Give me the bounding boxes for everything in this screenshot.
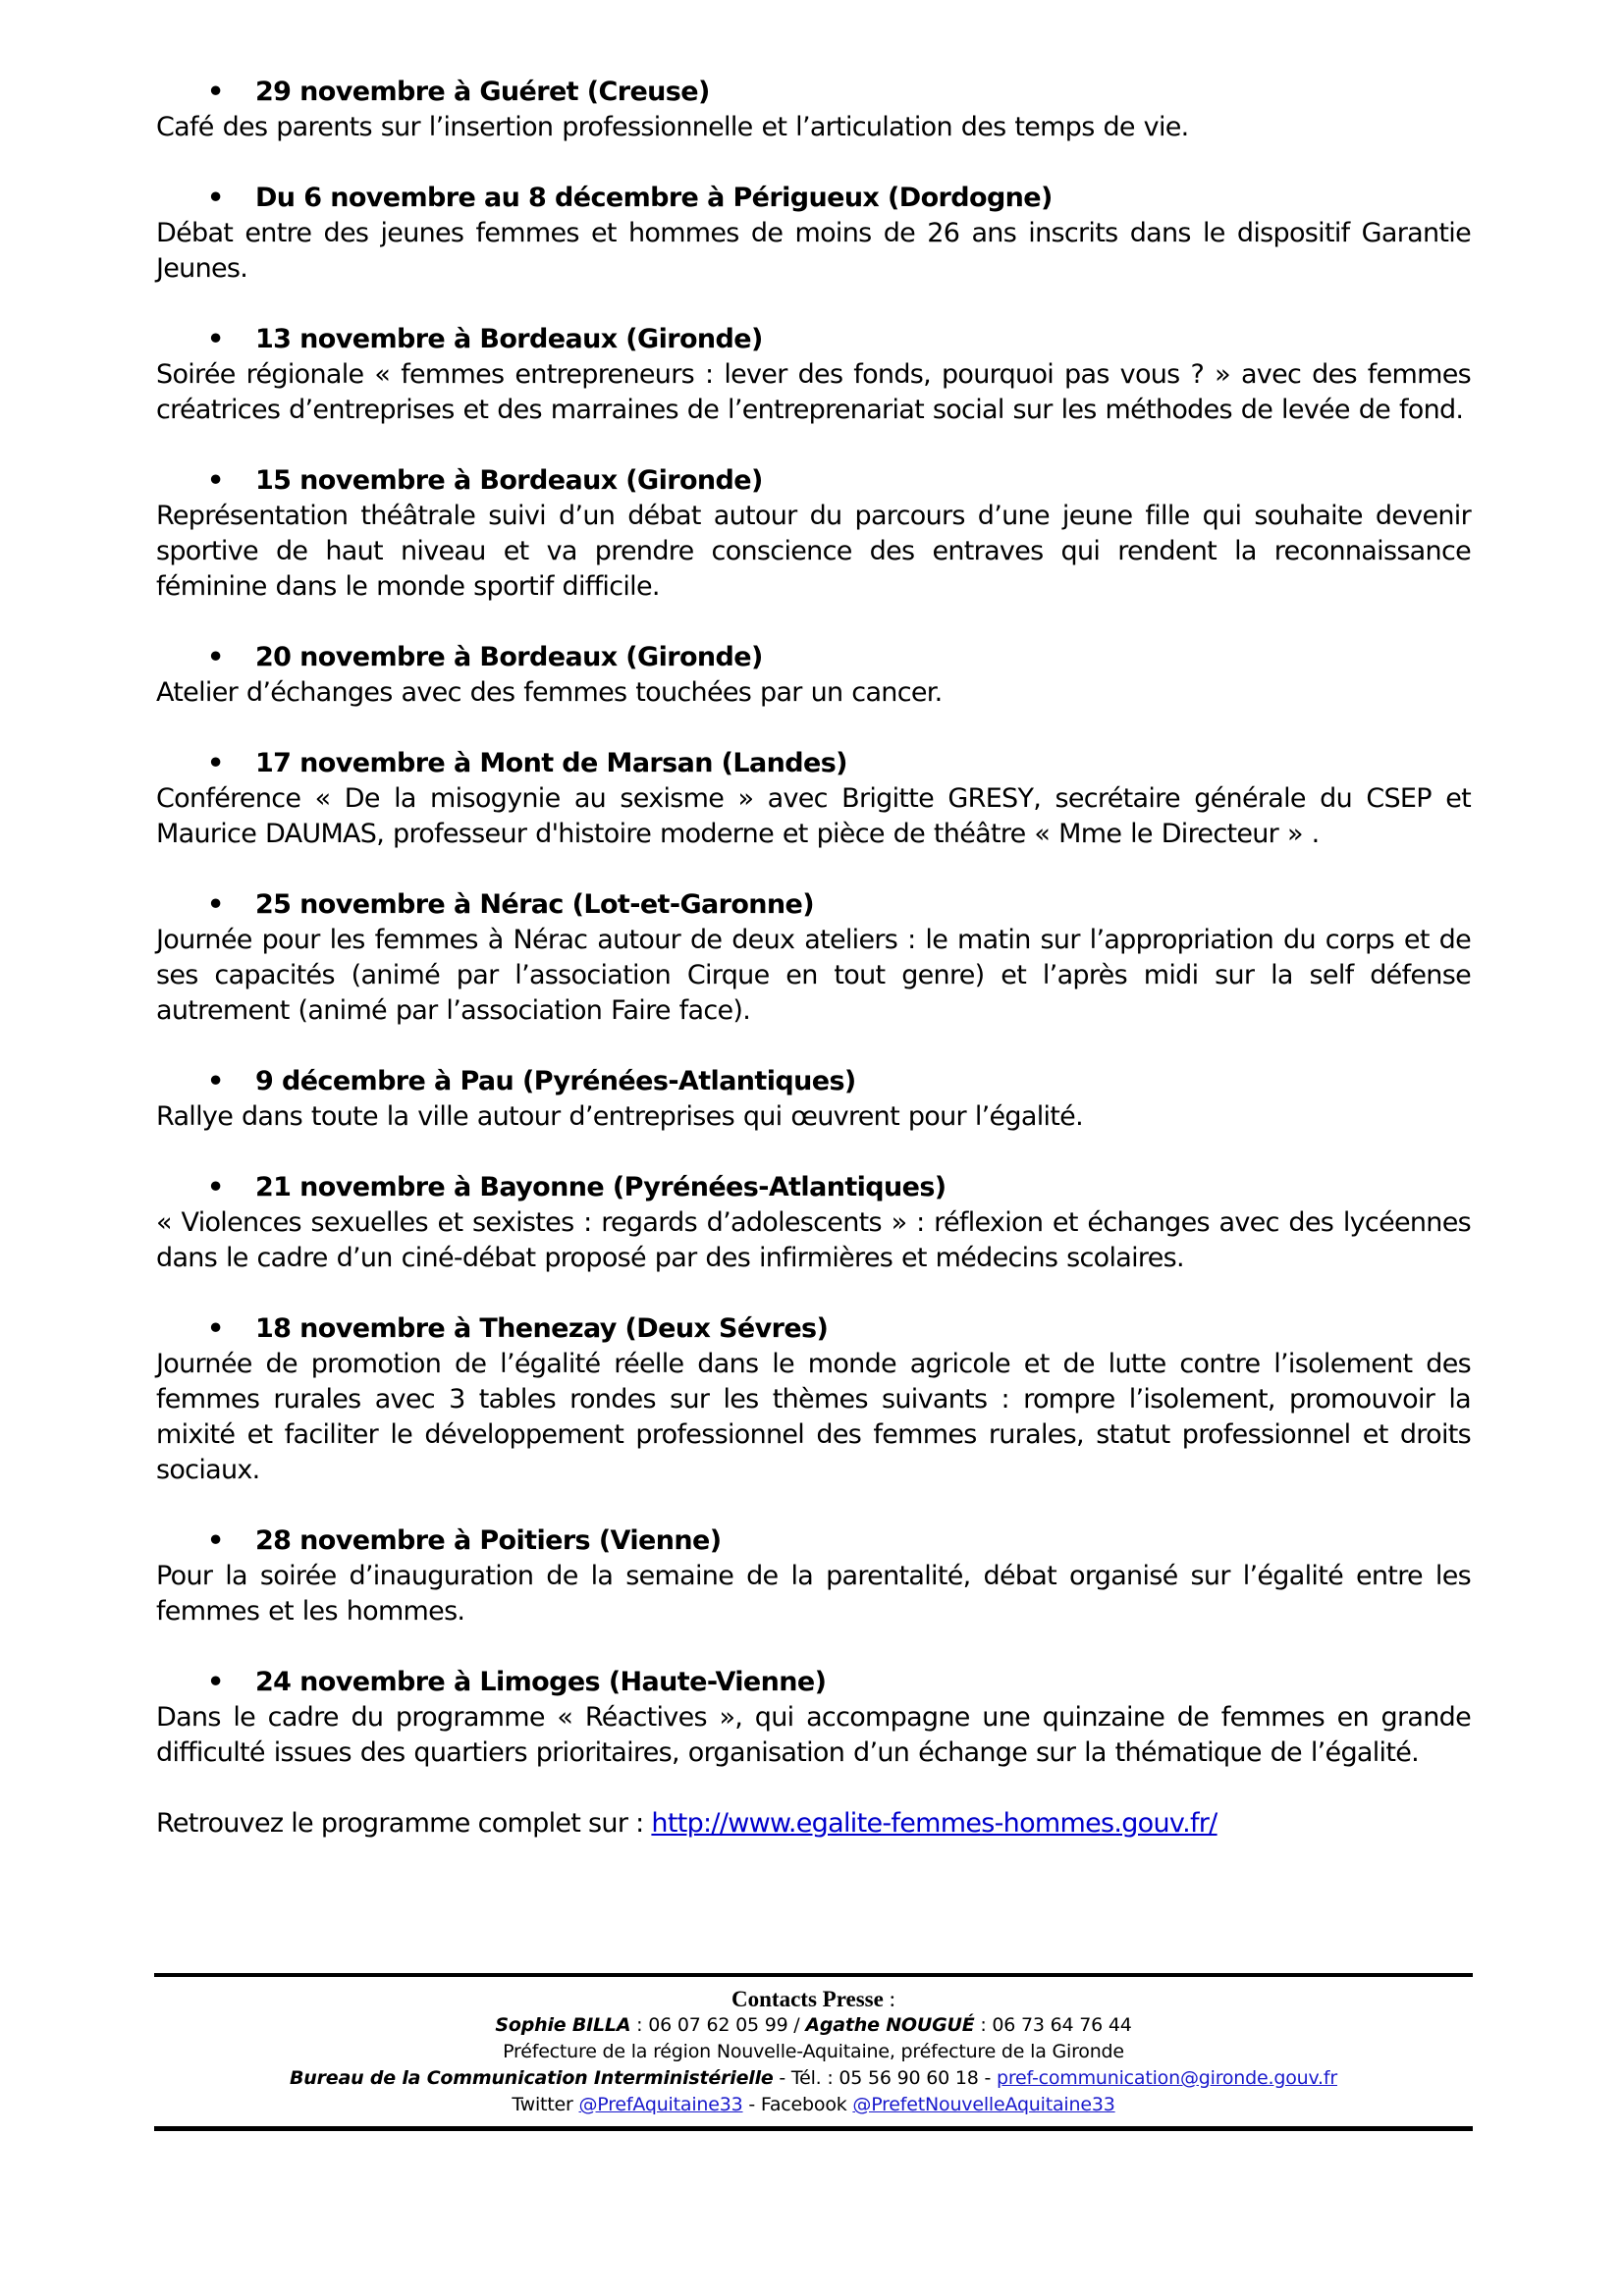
event-heading	[156, 1170, 1471, 1205]
event-heading	[156, 1665, 1471, 1700]
event-item	[156, 1665, 1471, 1771]
event-title: 20 novembre à Bordeaux (Gironde)	[255, 642, 763, 672]
event-heading	[156, 746, 1471, 781]
event-title: 28 novembre à Poitiers (Vienne)	[255, 1525, 722, 1556]
bullet-icon: •	[207, 889, 224, 920]
bullet-icon: •	[207, 1313, 224, 1344]
twitter-label: Twitter	[512, 2094, 579, 2115]
event-heading	[156, 75, 1471, 110]
event-description: Représentation théâtrale suivi d’un débat autour du parcours d’une jeune fille qui souhaite devenir sportive de haut niveau et va prendre conscience des entraves qui rendent la reconnaissance féminine dans le monde sportif difficile.	[156, 501, 1471, 602]
social-line	[154, 2092, 1473, 2118]
bullet-icon: •	[207, 642, 224, 672]
bullet-icon: •	[207, 1525, 224, 1556]
event-description: Pour la soirée d’inauguration de la semaine de la parentalité, débat organisé sur l’égalité entre les femmes et les hommes.	[156, 1561, 1471, 1627]
event-description: Conférence « De la misogynie au sexisme » avec Brigitte GRESY, secrétaire générale du CSEP et Maurice DAUMAS, professeur d'histoire moderne et pièce de théâtre « Mme le Directeur » .	[156, 783, 1471, 849]
event-description: « Violences sexuelles et sexistes : regards d’adolescents » : réflexion et échanges avec des lycéennes dans le cadre d’un ciné-débat proposé par des infirmières et médecins scolaires.	[156, 1207, 1471, 1273]
footer-title	[154, 1986, 1473, 2012]
event-item	[156, 75, 1471, 145]
event-list	[156, 75, 1471, 1842]
program-link-line	[156, 1806, 1471, 1842]
event-title: 13 novembre à Bordeaux (Gironde)	[255, 324, 763, 354]
event-item	[156, 640, 1471, 711]
event-description: Atelier d’échanges avec des femmes touchées par un cancer.	[156, 677, 943, 708]
event-item	[156, 1523, 1471, 1629]
bureau-name: Bureau de la Communication Interministérielle	[290, 2067, 774, 2089]
event-description: Journée de promotion de l’égalité réelle dans le monde agricole et de lutte contre l’isolement des femmes rurales avec 3 tables rondes sur les thèmes suivants : rompre l’isolement, promouvoir la mixité et faciliter le développement professionnel des femmes rurales, statut professionnel et droits sociaux.	[156, 1349, 1471, 1485]
event-title: 9 décembre à Pau (Pyrénées-Atlantiques)	[255, 1066, 856, 1096]
contact-phone: : 06 73 64 76 44	[974, 2014, 1132, 2036]
event-description: Soirée régionale « femmes entrepreneurs : lever des fonds, pourquoi pas vous ? » avec des femmes créatrices d’entreprises et des marraines de l’entreprenariat social sur les méthodes de levée de fond.	[156, 359, 1471, 425]
contact-phone: : 06 07 62 05 99 /	[630, 2014, 806, 2036]
event-item	[156, 1064, 1471, 1135]
event-item	[156, 463, 1471, 605]
bureau-line	[154, 2065, 1473, 2092]
event-heading	[156, 1523, 1471, 1559]
event-description: Journée pour les femmes à Nérac autour de deux ateliers : le matin sur l’appropriation du corps et de ses capacités (animé par l’association Cirque en tout genre) et l’après midi sur la self défense autrement (animé par l’association Faire face).	[156, 925, 1471, 1026]
event-title: 15 novembre à Bordeaux (Gironde)	[255, 465, 763, 496]
event-heading	[156, 322, 1471, 357]
bullet-icon: •	[207, 1667, 224, 1697]
email-link[interactable]: pref-communication@gironde.gouv.fr	[996, 2067, 1337, 2089]
bullet-icon: •	[207, 465, 224, 496]
bullet-icon: •	[207, 748, 224, 778]
event-heading	[156, 887, 1471, 923]
contacts-line	[154, 2012, 1473, 2039]
event-item	[156, 1170, 1471, 1276]
event-heading	[156, 463, 1471, 499]
footer-title-text: Contacts Presse	[731, 1987, 884, 2011]
event-title: Du 6 novembre au 8 décembre à Périgueux (Dordogne)	[255, 183, 1053, 213]
program-link-label: Retrouvez le programme complet sur :	[156, 1808, 652, 1839]
press-contacts-footer	[154, 1973, 1473, 2131]
event-title: 17 novembre à Mont de Marsan (Landes)	[255, 748, 847, 778]
footer-title-suffix: :	[883, 1987, 895, 2011]
event-heading	[156, 640, 1471, 675]
bullet-icon: •	[207, 183, 224, 213]
bullet-icon: •	[207, 324, 224, 354]
event-title: 29 novembre à Guéret (Creuse)	[255, 77, 710, 107]
event-description: Débat entre des jeunes femmes et hommes de moins de 26 ans inscrits dans le dispositif Garantie Jeunes.	[156, 218, 1471, 284]
event-title: 18 novembre à Thenezay (Deux Sévres)	[255, 1313, 829, 1344]
event-heading	[156, 181, 1471, 216]
event-title: 24 novembre à Limoges (Haute-Vienne)	[255, 1667, 827, 1697]
event-description: Café des parents sur l’insertion professionnelle et l’articulation des temps de vie.	[156, 112, 1189, 142]
bullet-icon: •	[207, 1066, 224, 1096]
program-link[interactable]: http://www.egalite-femmes-hommes.gouv.fr/	[651, 1808, 1217, 1839]
event-title: 25 novembre à Nérac (Lot-et-Garonne)	[255, 889, 814, 920]
facebook-label: - Facebook	[742, 2094, 853, 2115]
event-item	[156, 1311, 1471, 1488]
event-item	[156, 746, 1471, 852]
bullet-icon: •	[207, 77, 224, 107]
event-description: Dans le cadre du programme « Réactives », qui accompagne une quinzaine de femmes en grande difficulté issues des quartiers prioritaires, organisation d’un échange sur la thématique de l’égalité.	[156, 1702, 1471, 1768]
contact-name: Sophie BILLA	[495, 2014, 631, 2036]
prefecture-line: Préfecture de la région Nouvelle-Aquitaine, préfecture de la Gironde	[503, 2041, 1124, 2062]
event-description: Rallye dans toute la ville autour d’entreprises qui œuvrent pour l’égalité.	[156, 1101, 1083, 1132]
event-heading	[156, 1064, 1471, 1099]
bullet-icon: •	[207, 1172, 224, 1202]
contact-name: Agathe NOUGUÉ	[805, 2014, 975, 2036]
event-item	[156, 887, 1471, 1029]
bureau-phone: - Tél. : 05 56 90 60 18 -	[773, 2067, 997, 2089]
event-item	[156, 322, 1471, 428]
event-heading	[156, 1311, 1471, 1347]
event-item	[156, 181, 1471, 287]
event-title: 21 novembre à Bayonne (Pyrénées-Atlantiques)	[255, 1172, 947, 1202]
facebook-link[interactable]: @PrefetNouvelleAquitaine33	[852, 2094, 1115, 2115]
twitter-link[interactable]: @PrefAquitaine33	[578, 2094, 743, 2115]
